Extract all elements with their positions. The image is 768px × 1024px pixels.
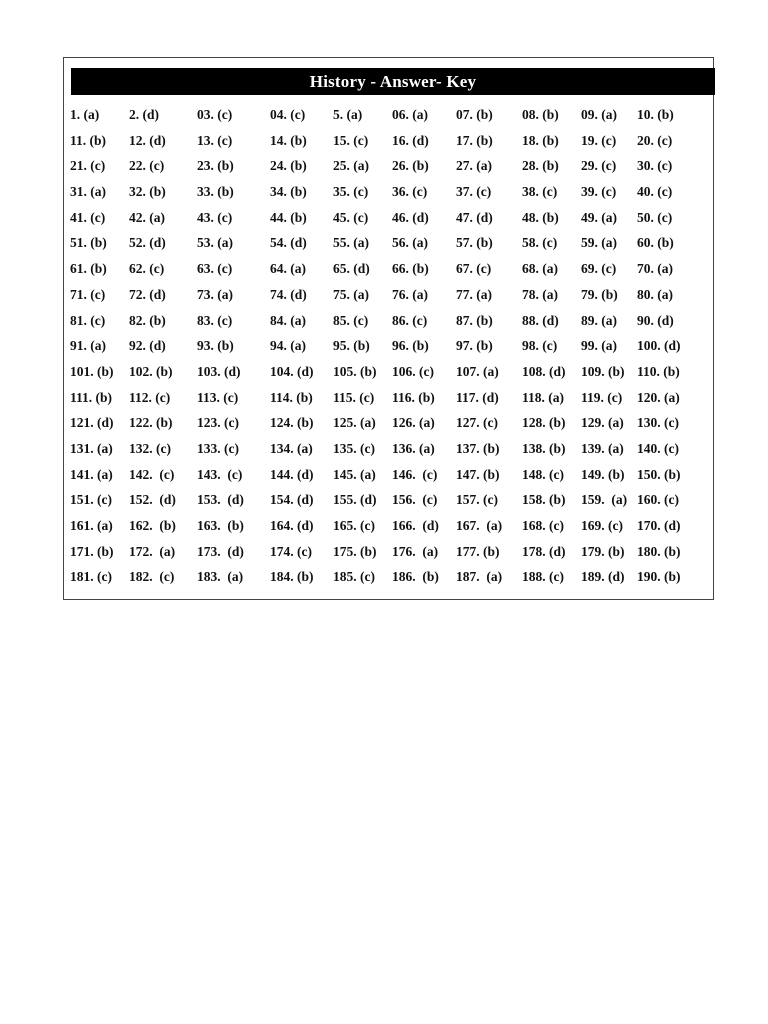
answer-cell: 61. (b) (70, 261, 107, 277)
answer-cell: 172. (a) (129, 543, 176, 559)
answer-cell: 89. (a) (581, 312, 617, 328)
answer-cell: 142. (c) (129, 466, 175, 482)
answer-row (64, 131, 715, 157)
answer-cell: 169. (c) (581, 518, 623, 533)
answer-cell: 13. (c) (197, 132, 233, 148)
answer-cell: 144. (d) (270, 466, 314, 482)
answer-cell: 168. (c) (522, 518, 564, 533)
answer-row (64, 285, 715, 311)
answer-cell: 167. (a) (456, 518, 503, 533)
answer-cell: 131. (a) (70, 440, 113, 456)
answer-cell: 118. (a) (522, 389, 564, 405)
answer-cell: 162. (b) (129, 518, 176, 533)
answer-cell: 122. (b) (129, 415, 173, 431)
answer-cell: 43. (c) (197, 209, 233, 225)
answer-cell: 141. (a) (70, 466, 113, 482)
answer-cell: 117. (d) (456, 389, 499, 405)
answer-cell: 125. (a) (333, 415, 376, 431)
answer-cell: 183. (a) (197, 569, 244, 585)
answer-cell: 180. (b) (637, 543, 681, 559)
answer-cell: 08. (b) (522, 107, 559, 122)
answer-cell: 26. (b) (392, 158, 429, 174)
answer-grid (64, 105, 715, 593)
answer-cell: 170. (d) (637, 518, 681, 533)
answer-cell: 36. (c) (392, 184, 428, 200)
answer-cell: 49. (a) (581, 209, 617, 225)
answer-cell: 77. (a) (456, 286, 492, 302)
answer-cell: 74. (d) (270, 286, 307, 302)
answer-cell: 159. (a) (581, 492, 628, 508)
answer-cell: 166. (d) (392, 518, 439, 533)
answer-cell: 129. (a) (581, 415, 624, 431)
answer-cell: 157. (c) (456, 492, 498, 508)
answer-cell: 42. (a) (129, 209, 165, 225)
answer-cell: 177. (b) (456, 543, 500, 559)
answer-cell: 81. (c) (70, 312, 106, 328)
answer-cell: 68. (a) (522, 261, 558, 277)
answer-cell: 119. (c) (581, 389, 623, 405)
answer-cell: 57. (b) (456, 235, 493, 251)
answer-cell: 149. (b) (581, 466, 625, 482)
answer-cell: 20. (c) (637, 132, 673, 148)
answer-cell: 140. (c) (637, 440, 679, 456)
answer-row (64, 516, 715, 542)
answer-cell: 33. (b) (197, 184, 234, 200)
answer-cell: 112. (c) (129, 389, 171, 405)
answer-cell: 175. (b) (333, 543, 377, 559)
answer-cell: 25. (a) (333, 158, 369, 174)
answer-cell: 37. (c) (456, 184, 492, 200)
answer-row (64, 233, 715, 259)
answer-cell: 63. (c) (197, 261, 233, 277)
answer-row (64, 362, 715, 388)
answer-cell: 152. (d) (129, 492, 176, 508)
answer-row (64, 567, 715, 593)
answer-cell: 22. (c) (129, 158, 165, 174)
answer-cell: 114. (b) (270, 389, 313, 405)
answer-cell: 109. (b) (581, 363, 625, 379)
answer-cell: 91. (a) (70, 338, 106, 354)
answer-cell: 66. (b) (392, 261, 429, 277)
answer-cell: 65. (d) (333, 261, 370, 277)
answer-cell: 28. (b) (522, 158, 559, 174)
answer-cell: 82. (b) (129, 312, 166, 328)
answer-cell: 123. (c) (197, 415, 239, 431)
answer-cell: 146. (c) (392, 466, 438, 482)
answer-cell: 116. (b) (392, 389, 435, 405)
answer-cell: 103. (d) (197, 363, 241, 379)
answer-cell: 47. (d) (456, 209, 493, 225)
answer-cell: 107. (a) (456, 363, 499, 379)
answer-cell: 95. (b) (333, 338, 370, 354)
answer-cell: 147. (b) (456, 466, 500, 482)
answer-cell: 23. (b) (197, 158, 234, 174)
answer-cell: 48. (b) (522, 209, 559, 225)
answer-cell: 163. (b) (197, 518, 244, 533)
answer-cell: 54. (d) (270, 235, 307, 251)
answer-cell: 185. (c) (333, 569, 375, 585)
answer-cell: 31. (a) (70, 184, 106, 200)
answer-cell: 39. (c) (581, 184, 617, 200)
answer-cell: 93. (b) (197, 338, 234, 354)
answer-cell: 105. (b) (333, 363, 377, 379)
answer-cell: 101. (b) (70, 363, 114, 379)
answer-cell: 53. (a) (197, 235, 233, 251)
answer-cell: 69. (c) (581, 261, 617, 277)
answer-cell: 24. (b) (270, 158, 307, 174)
answer-cell: 09. (a) (581, 107, 617, 122)
answer-cell: 14. (b) (270, 132, 307, 148)
answer-cell: 45. (c) (333, 209, 369, 225)
answer-cell: 32. (b) (129, 184, 166, 200)
answer-cell: 120. (a) (637, 389, 680, 405)
answer-cell: 50. (c) (637, 209, 673, 225)
answer-cell: 11. (b) (70, 132, 107, 148)
answer-cell: 27. (a) (456, 158, 492, 174)
answer-row (64, 105, 715, 131)
answer-row (64, 259, 715, 285)
answer-cell: 184. (b) (270, 569, 314, 585)
answer-cell: 92. (d) (129, 338, 166, 354)
answer-cell: 133. (c) (197, 440, 239, 456)
answer-key-box (63, 57, 714, 600)
answer-cell: 5. (a) (333, 107, 363, 122)
answer-cell: 126. (a) (392, 415, 435, 431)
answer-cell: 72. (d) (129, 286, 166, 302)
answer-cell: 96. (b) (392, 338, 429, 354)
answer-cell: 135. (c) (333, 440, 375, 456)
answer-cell: 127. (c) (456, 415, 498, 431)
answer-cell: 29. (c) (581, 158, 617, 174)
answer-cell: 67. (c) (456, 261, 492, 277)
answer-cell: 90. (d) (637, 312, 674, 328)
answer-cell: 121. (d) (70, 415, 114, 431)
answer-cell: 186. (b) (392, 569, 439, 585)
answer-cell: 86. (c) (392, 312, 428, 328)
answer-row (64, 156, 715, 182)
answer-cell: 83. (c) (197, 312, 233, 328)
answer-cell: 71. (c) (70, 286, 106, 302)
answer-key-title: History - Answer- Key (71, 68, 715, 95)
answer-cell: 1. (a) (70, 107, 100, 122)
answer-row (64, 465, 715, 491)
answer-cell: 38. (c) (522, 184, 558, 200)
answer-cell: 143. (c) (197, 466, 243, 482)
answer-cell: 115. (c) (333, 389, 375, 405)
answer-cell: 06. (a) (392, 107, 428, 122)
answer-cell: 70. (a) (637, 261, 673, 277)
answer-cell: 60. (b) (637, 235, 674, 251)
answer-cell: 03. (c) (197, 107, 233, 122)
answer-cell: 64. (a) (270, 261, 306, 277)
answer-row (64, 413, 715, 439)
answer-cell: 79. (b) (581, 286, 618, 302)
answer-cell: 2. (d) (129, 107, 159, 122)
answer-row (64, 336, 715, 362)
answer-cell: 155. (d) (333, 492, 377, 508)
answer-row (64, 182, 715, 208)
answer-cell: 130. (c) (637, 415, 679, 431)
answer-cell: 173. (d) (197, 543, 244, 559)
answer-cell: 179. (b) (581, 543, 625, 559)
answer-cell: 85. (c) (333, 312, 369, 328)
answer-cell: 56. (a) (392, 235, 428, 251)
answer-cell: 12. (d) (129, 132, 166, 148)
answer-cell: 40. (c) (637, 184, 673, 200)
answer-row (64, 388, 715, 414)
answer-cell: 156. (c) (392, 492, 438, 508)
answer-row (64, 208, 715, 234)
answer-cell: 160. (c) (637, 492, 679, 508)
answer-cell: 44. (b) (270, 209, 307, 225)
answer-cell: 21. (c) (70, 158, 106, 174)
answer-cell: 171. (b) (70, 543, 114, 559)
answer-cell: 188. (c) (522, 569, 564, 585)
answer-cell: 94. (a) (270, 338, 306, 354)
answer-cell: 132. (c) (129, 440, 171, 456)
answer-cell: 07. (b) (456, 107, 493, 122)
answer-cell: 97. (b) (456, 338, 493, 354)
answer-cell: 100. (d) (637, 338, 681, 354)
answer-cell: 190. (b) (637, 569, 681, 585)
answer-cell: 178. (d) (522, 543, 566, 559)
answer-cell: 150. (b) (637, 466, 681, 482)
answer-row (64, 542, 715, 568)
answer-cell: 46. (d) (392, 209, 429, 225)
answer-cell: 128. (b) (522, 415, 566, 431)
answer-cell: 108. (d) (522, 363, 566, 379)
answer-cell: 10. (b) (637, 107, 674, 122)
answer-cell: 102. (b) (129, 363, 173, 379)
answer-cell: 35. (c) (333, 184, 369, 200)
answer-cell: 165. (c) (333, 518, 375, 533)
answer-cell: 111. (b) (70, 389, 113, 405)
answer-cell: 04. (c) (270, 107, 306, 122)
answer-cell: 88. (d) (522, 312, 559, 328)
answer-cell: 124. (b) (270, 415, 314, 431)
answer-cell: 16. (d) (392, 132, 429, 148)
answer-cell: 99. (a) (581, 338, 617, 354)
answer-cell: 104. (d) (270, 363, 314, 379)
answer-cell: 182. (c) (129, 569, 175, 585)
answer-cell: 181. (c) (70, 569, 112, 585)
answer-cell: 145. (a) (333, 466, 376, 482)
answer-cell: 161. (a) (70, 518, 113, 533)
answer-cell: 84. (a) (270, 312, 306, 328)
answer-cell: 59. (a) (581, 235, 617, 251)
answer-cell: 134. (a) (270, 440, 313, 456)
answer-cell: 80. (a) (637, 286, 673, 302)
answer-cell: 58. (c) (522, 235, 558, 251)
answer-row (64, 490, 715, 516)
answer-cell: 62. (c) (129, 261, 165, 277)
answer-cell: 34. (b) (270, 184, 307, 200)
answer-cell: 137. (b) (456, 440, 500, 456)
answer-row (64, 439, 715, 465)
answer-cell: 75. (a) (333, 286, 369, 302)
answer-cell: 106. (c) (392, 363, 434, 379)
answer-cell: 164. (d) (270, 518, 314, 533)
answer-cell: 151. (c) (70, 492, 112, 508)
answer-cell: 174. (c) (270, 543, 312, 559)
answer-cell: 113. (c) (197, 389, 239, 405)
answer-cell: 52. (d) (129, 235, 166, 251)
answer-cell: 55. (a) (333, 235, 369, 251)
answer-cell: 158. (b) (522, 492, 566, 508)
answer-cell: 87. (b) (456, 312, 493, 328)
answer-cell: 78. (a) (522, 286, 558, 302)
answer-cell: 176. (a) (392, 543, 439, 559)
answer-cell: 189. (d) (581, 569, 625, 585)
answer-cell: 187. (a) (456, 569, 503, 585)
answer-cell: 73. (a) (197, 286, 233, 302)
answer-cell: 18. (b) (522, 132, 559, 148)
answer-cell: 30. (c) (637, 158, 673, 174)
answer-cell: 154. (d) (270, 492, 314, 508)
answer-cell: 15. (c) (333, 132, 369, 148)
answer-cell: 136. (a) (392, 440, 435, 456)
answer-cell: 153. (d) (197, 492, 244, 508)
answer-cell: 51. (b) (70, 235, 107, 251)
answer-cell: 138. (b) (522, 440, 566, 456)
answer-row (64, 311, 715, 337)
answer-cell: 76. (a) (392, 286, 428, 302)
answer-cell: 98. (c) (522, 338, 558, 354)
answer-cell: 19. (c) (581, 132, 617, 148)
answer-cell: 41. (c) (70, 209, 106, 225)
answer-cell: 148. (c) (522, 466, 564, 482)
answer-cell: 139. (a) (581, 440, 624, 456)
answer-cell: 17. (b) (456, 132, 493, 148)
answer-cell: 110. (b) (637, 363, 680, 379)
